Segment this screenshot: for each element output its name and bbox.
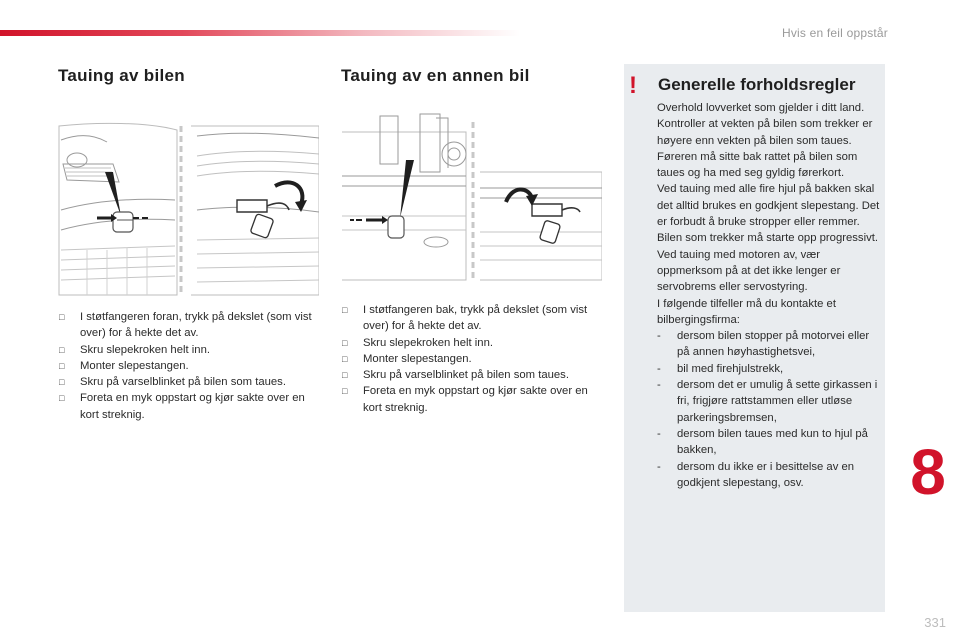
case-list	[657, 328, 881, 491]
paragraph: Ved tauing med alle fire hjul på bakken skal det alltid brukes en godkjent slepestang. Det er forbudt å bruke stropper eller remmer.	[657, 183, 880, 229]
list-item: - bil med firehjulstrekk,	[657, 362, 784, 375]
list-item: □ Skru slepekroken helt inn.	[58, 342, 316, 358]
chapter-number: 8	[910, 436, 946, 508]
checkbox-bullet-icon: □	[59, 377, 65, 388]
list-item: - dersom du ikke er i besittelse av en godkjent slepestang, osv.	[657, 460, 855, 489]
page-number: 331	[924, 615, 946, 630]
paragraph: Ved tauing med motoren av, vær oppmerksom på at det ikke lenger er servobrems eller servostyring.	[657, 248, 841, 294]
list-item: □ Skru slepekroken helt inn.	[341, 335, 603, 351]
checkbox-bullet-icon: □	[342, 353, 348, 364]
list-item: □ Monter slepestangen.	[58, 358, 316, 374]
front-towing-steps	[58, 309, 316, 423]
rear-towing-steps	[341, 302, 603, 416]
section-title-rear-towing: Tauing av en annen bil	[341, 66, 530, 85]
warning-icon: !	[629, 72, 637, 99]
checkbox-bullet-icon: □	[59, 360, 65, 371]
list-item: - dersom bilen stopper på motorvei eller på annen høyhastighetsvei,	[657, 330, 870, 359]
header-accent-bar	[0, 30, 520, 36]
section-title-front-towing: Tauing av bilen	[58, 66, 185, 85]
list-item: □ I støtfangeren bak, trykk på dekslet (som vist over) for å hekte det av.	[342, 304, 588, 333]
list-item: □ I støtfangeren foran, trykk på dekslet (som vist over) for å hekte det av.	[59, 311, 312, 340]
list-item: □ Foreta en myk oppstart og kjør sakte over en kort streknig.	[342, 385, 588, 414]
checkbox-bullet-icon: □	[342, 305, 348, 315]
rear-towing-illustration	[340, 112, 602, 282]
list-item: □ Foreta en myk oppstart og kjør sakte over en kort streknig.	[59, 392, 305, 421]
checkbox-bullet-icon: □	[59, 344, 65, 355]
front-towing-illustration	[57, 120, 319, 298]
paragraph: I følgende tilfeller må du kontakte et bilbergingsfirma:	[657, 297, 836, 326]
list-item: □ Skru på varselblinket på bilen som taues.	[58, 374, 316, 390]
checkbox-bullet-icon: □	[342, 370, 348, 381]
checkbox-bullet-icon: □	[342, 337, 348, 348]
chapter-title: Hvis en feil oppstår	[781, 26, 888, 40]
list-item: □ Skru på varselblinket på bilen som taues.	[341, 367, 603, 383]
paragraph: Kontroller at vekten på bilen som trekker er høyere enn vekten på bilen som taues.	[657, 118, 873, 147]
paragraph: Føreren må sitte bak rattet på bilen som taues og ha med seg gyldig førerkort.	[657, 150, 858, 180]
checkbox-bullet-icon: □	[342, 386, 348, 397]
paragraph: Overhold lovverket som gjelder i ditt land.	[657, 102, 865, 114]
list-item: - dersom det er umulig å sette girkassen i fri, frigjøre rattstammen eller utløse parkeringsbremsen,	[657, 379, 878, 424]
checkbox-bullet-icon: □	[59, 393, 65, 404]
list-item: □ Monter slepestangen.	[341, 351, 603, 367]
precautions-body	[657, 100, 881, 491]
list-item: - dersom bilen taues med kun to hjul på bakken,	[657, 427, 868, 457]
checkbox-bullet-icon: □	[59, 312, 65, 322]
paragraph: Bilen som trekker må starte opp progressivt.	[657, 232, 879, 245]
precautions-title: Generelle forholdsregler	[658, 75, 856, 94]
